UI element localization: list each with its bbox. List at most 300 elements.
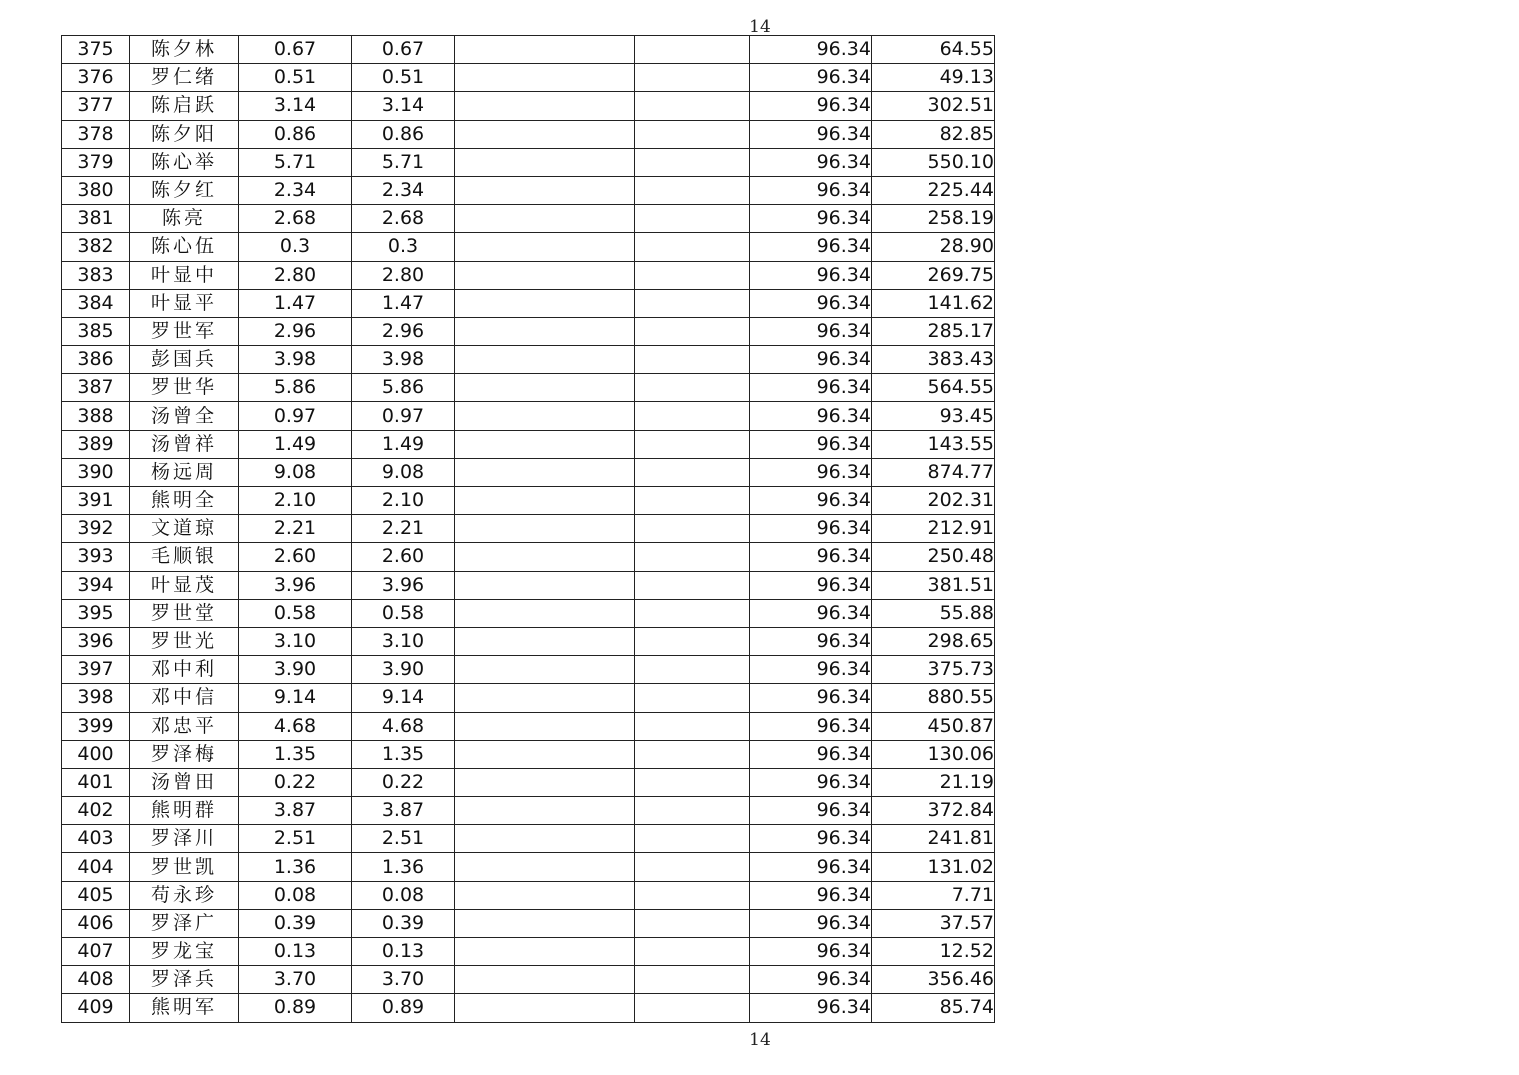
row-number-cell: 388 (62, 402, 130, 430)
empty-cell (635, 458, 750, 486)
area-cell: 0.51 (239, 64, 352, 92)
table-row (62, 458, 995, 486)
empty-cell (635, 797, 750, 825)
empty-cell (455, 36, 635, 64)
rate-cell: 96.34 (750, 374, 872, 402)
table-row (62, 994, 995, 1022)
empty-cell (455, 656, 635, 684)
name-cell: 叶显平 (130, 289, 239, 317)
amount-cell: 82.85 (872, 120, 995, 148)
empty-cell (455, 740, 635, 768)
rate-cell: 96.34 (750, 938, 872, 966)
empty-cell (455, 346, 635, 374)
row-number-cell: 383 (62, 261, 130, 289)
row-number-cell: 393 (62, 543, 130, 571)
name-cell: 陈心伍 (130, 233, 239, 261)
amount-cell: 383.43 (872, 346, 995, 374)
table-row (62, 966, 995, 994)
table-row (62, 599, 995, 627)
table-row (62, 120, 995, 148)
area-confirmed-cell: 3.96 (352, 571, 455, 599)
area-confirmed-cell: 3.14 (352, 92, 455, 120)
area-confirmed-cell: 0.86 (352, 120, 455, 148)
table-row (62, 797, 995, 825)
row-number-cell: 409 (62, 994, 130, 1022)
rate-cell: 96.34 (750, 881, 872, 909)
area-confirmed-cell: 2.10 (352, 487, 455, 515)
area-cell: 3.14 (239, 92, 352, 120)
name-cell: 汤曾田 (130, 768, 239, 796)
row-number-cell: 381 (62, 205, 130, 233)
area-confirmed-cell: 0.13 (352, 938, 455, 966)
empty-cell (455, 261, 635, 289)
amount-cell: 7.71 (872, 881, 995, 909)
table-row (62, 346, 995, 374)
area-confirmed-cell: 0.67 (352, 36, 455, 64)
empty-cell (455, 966, 635, 994)
table-row (62, 317, 995, 345)
name-cell: 文道琼 (130, 515, 239, 543)
area-confirmed-cell: 3.87 (352, 797, 455, 825)
amount-cell: 143.55 (872, 430, 995, 458)
amount-cell: 564.55 (872, 374, 995, 402)
name-cell: 叶显中 (130, 261, 239, 289)
rate-cell: 96.34 (750, 768, 872, 796)
area-cell: 0.08 (239, 881, 352, 909)
rate-cell: 96.34 (750, 515, 872, 543)
area-cell: 3.87 (239, 797, 352, 825)
amount-cell: 298.65 (872, 627, 995, 655)
empty-cell (635, 317, 750, 345)
row-number-cell: 398 (62, 684, 130, 712)
name-cell: 罗世军 (130, 317, 239, 345)
row-number-cell: 396 (62, 627, 130, 655)
name-cell: 熊明军 (130, 994, 239, 1022)
rate-cell: 96.34 (750, 797, 872, 825)
empty-cell (455, 684, 635, 712)
empty-cell (635, 543, 750, 571)
name-cell: 苟永珍 (130, 881, 239, 909)
rate-cell: 96.34 (750, 853, 872, 881)
rate-cell: 96.34 (750, 120, 872, 148)
row-number-cell: 408 (62, 966, 130, 994)
table-row (62, 571, 995, 599)
row-number-cell: 403 (62, 825, 130, 853)
area-confirmed-cell: 1.47 (352, 289, 455, 317)
rate-cell: 96.34 (750, 317, 872, 345)
name-cell: 陈夕林 (130, 36, 239, 64)
area-confirmed-cell: 0.39 (352, 909, 455, 937)
table-row (62, 684, 995, 712)
area-cell: 2.68 (239, 205, 352, 233)
rate-cell: 96.34 (750, 740, 872, 768)
empty-cell (455, 881, 635, 909)
amount-cell: 37.57 (872, 909, 995, 937)
amount-cell: 356.46 (872, 966, 995, 994)
amount-cell: 212.91 (872, 515, 995, 543)
empty-cell (455, 853, 635, 881)
rate-cell: 96.34 (750, 64, 872, 92)
row-number-cell: 404 (62, 853, 130, 881)
row-number-cell: 402 (62, 797, 130, 825)
empty-cell (455, 402, 635, 430)
row-number-cell: 405 (62, 881, 130, 909)
amount-cell: 372.84 (872, 797, 995, 825)
area-confirmed-cell: 0.08 (352, 881, 455, 909)
row-number-cell: 379 (62, 148, 130, 176)
area-confirmed-cell: 5.71 (352, 148, 455, 176)
area-cell: 3.10 (239, 627, 352, 655)
empty-cell (455, 374, 635, 402)
name-cell: 熊明群 (130, 797, 239, 825)
row-number-cell: 392 (62, 515, 130, 543)
empty-cell (455, 317, 635, 345)
empty-cell (635, 92, 750, 120)
empty-cell (635, 402, 750, 430)
row-number-cell: 394 (62, 571, 130, 599)
table-row (62, 261, 995, 289)
area-confirmed-cell: 0.22 (352, 768, 455, 796)
table-row (62, 768, 995, 796)
area-cell: 0.67 (239, 36, 352, 64)
empty-cell (635, 64, 750, 92)
rate-cell: 96.34 (750, 430, 872, 458)
amount-cell: 381.51 (872, 571, 995, 599)
table-row (62, 740, 995, 768)
name-cell: 杨远周 (130, 458, 239, 486)
area-cell: 3.90 (239, 656, 352, 684)
rate-cell: 96.34 (750, 205, 872, 233)
area-cell: 0.89 (239, 994, 352, 1022)
empty-cell (635, 374, 750, 402)
amount-cell: 550.10 (872, 148, 995, 176)
area-confirmed-cell: 4.68 (352, 712, 455, 740)
empty-cell (455, 938, 635, 966)
empty-cell (635, 120, 750, 148)
area-cell: 1.47 (239, 289, 352, 317)
name-cell: 陈启跃 (130, 92, 239, 120)
table-row (62, 36, 995, 64)
empty-cell (455, 92, 635, 120)
rate-cell: 96.34 (750, 543, 872, 571)
empty-cell (635, 261, 750, 289)
area-confirmed-cell: 2.34 (352, 176, 455, 204)
empty-cell (455, 825, 635, 853)
empty-cell (635, 176, 750, 204)
empty-cell (455, 543, 635, 571)
area-confirmed-cell: 0.89 (352, 994, 455, 1022)
empty-cell (635, 909, 750, 937)
name-cell: 彭国兵 (130, 346, 239, 374)
table-row (62, 148, 995, 176)
empty-cell (455, 487, 635, 515)
empty-cell (635, 233, 750, 261)
empty-cell (635, 825, 750, 853)
area-confirmed-cell: 1.36 (352, 853, 455, 881)
empty-cell (635, 966, 750, 994)
row-number-cell: 376 (62, 64, 130, 92)
area-confirmed-cell: 2.68 (352, 205, 455, 233)
name-cell: 罗泽梅 (130, 740, 239, 768)
table-row (62, 92, 995, 120)
area-cell: 3.70 (239, 966, 352, 994)
name-cell: 陈心举 (130, 148, 239, 176)
name-cell: 毛顺银 (130, 543, 239, 571)
area-cell: 2.60 (239, 543, 352, 571)
rate-cell: 96.34 (750, 599, 872, 627)
amount-cell: 225.44 (872, 176, 995, 204)
name-cell: 罗仁绪 (130, 64, 239, 92)
name-cell: 罗龙宝 (130, 938, 239, 966)
row-number-cell: 384 (62, 289, 130, 317)
amount-cell: 302.51 (872, 92, 995, 120)
area-confirmed-cell: 5.86 (352, 374, 455, 402)
row-number-cell: 395 (62, 599, 130, 627)
amount-cell: 28.90 (872, 233, 995, 261)
empty-cell (635, 994, 750, 1022)
empty-cell (635, 712, 750, 740)
area-cell: 9.14 (239, 684, 352, 712)
amount-cell: 49.13 (872, 64, 995, 92)
empty-cell (635, 515, 750, 543)
area-cell: 2.21 (239, 515, 352, 543)
name-cell: 罗泽广 (130, 909, 239, 937)
amount-cell: 131.02 (872, 853, 995, 881)
rate-cell: 96.34 (750, 487, 872, 515)
empty-cell (455, 797, 635, 825)
amount-cell: 93.45 (872, 402, 995, 430)
name-cell: 邓忠平 (130, 712, 239, 740)
area-confirmed-cell: 2.96 (352, 317, 455, 345)
empty-cell (455, 64, 635, 92)
row-number-cell: 386 (62, 346, 130, 374)
amount-cell: 258.19 (872, 205, 995, 233)
table-row (62, 374, 995, 402)
area-confirmed-cell: 9.14 (352, 684, 455, 712)
row-number-cell: 401 (62, 768, 130, 796)
table-row (62, 64, 995, 92)
table-row (62, 402, 995, 430)
row-number-cell: 380 (62, 176, 130, 204)
area-cell: 4.68 (239, 712, 352, 740)
ledger-table (61, 35, 995, 1023)
area-confirmed-cell: 2.51 (352, 825, 455, 853)
empty-cell (635, 487, 750, 515)
table-row (62, 289, 995, 317)
amount-cell: 85.74 (872, 994, 995, 1022)
empty-cell (455, 120, 635, 148)
rate-cell: 96.34 (750, 289, 872, 317)
amount-cell: 55.88 (872, 599, 995, 627)
empty-cell (635, 768, 750, 796)
area-cell: 0.39 (239, 909, 352, 937)
area-cell: 0.58 (239, 599, 352, 627)
table-row (62, 515, 995, 543)
table-row (62, 430, 995, 458)
name-cell: 汤曾全 (130, 402, 239, 430)
rate-cell: 96.34 (750, 346, 872, 374)
rate-cell: 96.34 (750, 627, 872, 655)
row-number-cell: 385 (62, 317, 130, 345)
area-cell: 1.36 (239, 853, 352, 881)
row-number-cell: 382 (62, 233, 130, 261)
area-confirmed-cell: 3.98 (352, 346, 455, 374)
empty-cell (455, 994, 635, 1022)
area-confirmed-cell: 3.90 (352, 656, 455, 684)
amount-cell: 202.31 (872, 487, 995, 515)
rate-cell: 96.34 (750, 36, 872, 64)
empty-cell (455, 627, 635, 655)
empty-cell (635, 36, 750, 64)
empty-cell (455, 205, 635, 233)
name-cell: 陈夕阳 (130, 120, 239, 148)
area-confirmed-cell: 3.70 (352, 966, 455, 994)
amount-cell: 285.17 (872, 317, 995, 345)
empty-cell (455, 909, 635, 937)
amount-cell: 141.62 (872, 289, 995, 317)
empty-cell (635, 148, 750, 176)
rate-cell: 96.34 (750, 233, 872, 261)
area-cell: 2.34 (239, 176, 352, 204)
amount-cell: 880.55 (872, 684, 995, 712)
amount-cell: 269.75 (872, 261, 995, 289)
empty-cell (635, 684, 750, 712)
amount-cell: 375.73 (872, 656, 995, 684)
name-cell: 罗世光 (130, 627, 239, 655)
area-cell: 0.3 (239, 233, 352, 261)
area-confirmed-cell: 2.60 (352, 543, 455, 571)
amount-cell: 12.52 (872, 938, 995, 966)
area-confirmed-cell: 0.58 (352, 599, 455, 627)
table-row (62, 487, 995, 515)
amount-cell: 241.81 (872, 825, 995, 853)
area-confirmed-cell: 2.21 (352, 515, 455, 543)
area-cell: 3.96 (239, 571, 352, 599)
area-confirmed-cell: 0.97 (352, 402, 455, 430)
amount-cell: 130.06 (872, 740, 995, 768)
area-cell: 0.97 (239, 402, 352, 430)
table-row (62, 543, 995, 571)
area-cell: 1.49 (239, 430, 352, 458)
table-row (62, 712, 995, 740)
name-cell: 罗世华 (130, 374, 239, 402)
page-number-top: 14 (749, 17, 771, 37)
area-confirmed-cell: 0.51 (352, 64, 455, 92)
page-number-bottom: 14 (749, 1030, 771, 1050)
name-cell: 罗世凯 (130, 853, 239, 881)
name-cell: 罗泽川 (130, 825, 239, 853)
empty-cell (455, 712, 635, 740)
empty-cell (635, 205, 750, 233)
row-number-cell: 390 (62, 458, 130, 486)
row-number-cell: 407 (62, 938, 130, 966)
table-row (62, 176, 995, 204)
name-cell: 熊明全 (130, 487, 239, 515)
rate-cell: 96.34 (750, 261, 872, 289)
area-cell: 9.08 (239, 458, 352, 486)
area-confirmed-cell: 3.10 (352, 627, 455, 655)
area-confirmed-cell: 0.3 (352, 233, 455, 261)
area-confirmed-cell: 9.08 (352, 458, 455, 486)
rate-cell: 96.34 (750, 176, 872, 204)
rate-cell: 96.34 (750, 656, 872, 684)
area-cell: 0.13 (239, 938, 352, 966)
empty-cell (455, 599, 635, 627)
row-number-cell: 391 (62, 487, 130, 515)
empty-cell (455, 430, 635, 458)
empty-cell (635, 627, 750, 655)
name-cell: 陈亮 (130, 205, 239, 233)
empty-cell (635, 571, 750, 599)
name-cell: 邓中利 (130, 656, 239, 684)
rate-cell: 96.34 (750, 966, 872, 994)
table-row (62, 853, 995, 881)
name-cell: 邓中信 (130, 684, 239, 712)
empty-cell (455, 148, 635, 176)
name-cell: 罗泽兵 (130, 966, 239, 994)
amount-cell: 874.77 (872, 458, 995, 486)
table-row (62, 825, 995, 853)
area-cell: 2.96 (239, 317, 352, 345)
row-number-cell: 389 (62, 430, 130, 458)
empty-cell (455, 289, 635, 317)
empty-cell (635, 853, 750, 881)
area-cell: 5.71 (239, 148, 352, 176)
empty-cell (455, 571, 635, 599)
area-cell: 3.98 (239, 346, 352, 374)
area-cell: 0.86 (239, 120, 352, 148)
table-row (62, 233, 995, 261)
row-number-cell: 387 (62, 374, 130, 402)
row-number-cell: 378 (62, 120, 130, 148)
empty-cell (455, 768, 635, 796)
name-cell: 汤曾祥 (130, 430, 239, 458)
row-number-cell: 406 (62, 909, 130, 937)
rate-cell: 96.34 (750, 92, 872, 120)
table-row (62, 938, 995, 966)
row-number-cell: 399 (62, 712, 130, 740)
area-cell: 0.22 (239, 768, 352, 796)
area-confirmed-cell: 2.80 (352, 261, 455, 289)
row-number-cell: 377 (62, 92, 130, 120)
ledger-body (62, 36, 995, 1023)
area-confirmed-cell: 1.49 (352, 430, 455, 458)
empty-cell (455, 515, 635, 543)
rate-cell: 96.34 (750, 994, 872, 1022)
empty-cell (635, 289, 750, 317)
empty-cell (635, 599, 750, 627)
amount-cell: 64.55 (872, 36, 995, 64)
table-row (62, 627, 995, 655)
empty-cell (635, 346, 750, 374)
table-row (62, 656, 995, 684)
rate-cell: 96.34 (750, 825, 872, 853)
rate-cell: 96.34 (750, 148, 872, 176)
empty-cell (455, 458, 635, 486)
area-cell: 5.86 (239, 374, 352, 402)
table-row (62, 881, 995, 909)
rate-cell: 96.34 (750, 571, 872, 599)
row-number-cell: 397 (62, 656, 130, 684)
empty-cell (635, 740, 750, 768)
area-cell: 2.51 (239, 825, 352, 853)
row-number-cell: 400 (62, 740, 130, 768)
empty-cell (455, 176, 635, 204)
rate-cell: 96.34 (750, 909, 872, 937)
amount-cell: 250.48 (872, 543, 995, 571)
rate-cell: 96.34 (750, 684, 872, 712)
name-cell: 叶显茂 (130, 571, 239, 599)
